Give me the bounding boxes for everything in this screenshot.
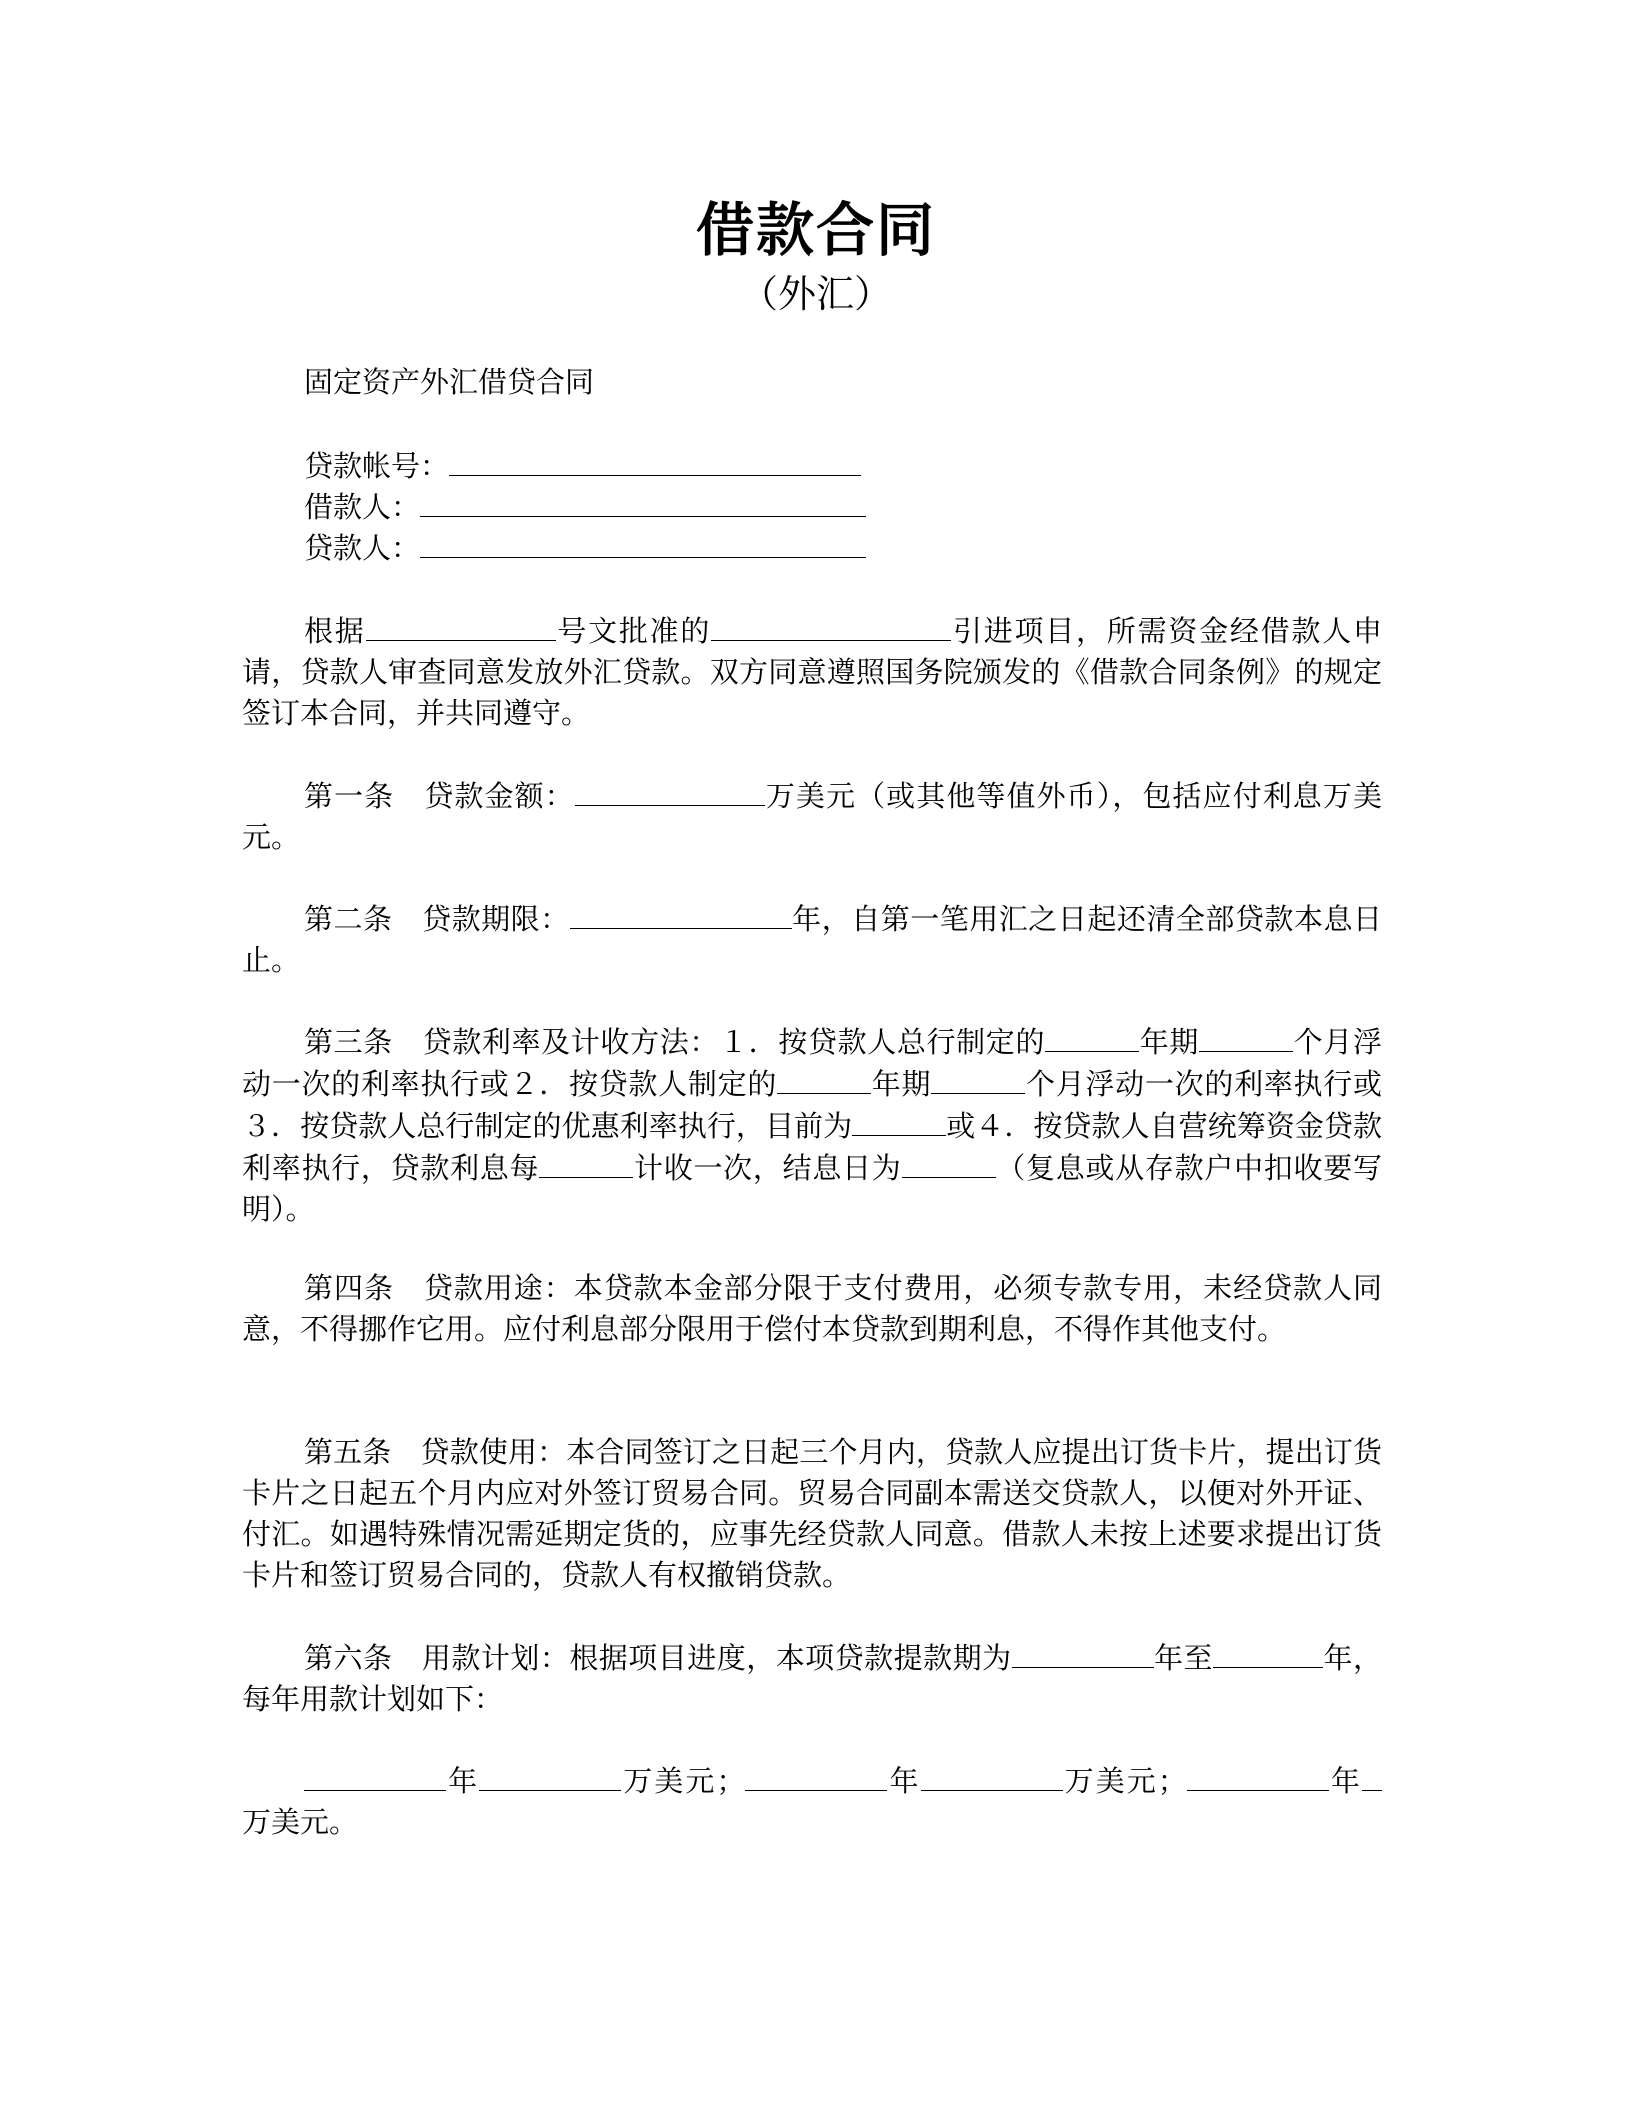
blank-loan-term[interactable] (570, 898, 792, 929)
article-3 (242, 1021, 1382, 1230)
field-lender (304, 527, 866, 569)
blank-rate-month-1[interactable] (1199, 1021, 1293, 1052)
blank-plan-amount-3[interactable] (1362, 1760, 1382, 1791)
article-3-text-2: 个月浮动一次的利率执行或２．按贷款人制定的 (242, 1025, 1382, 1101)
preamble-text-1: 根据 (304, 614, 366, 648)
preamble-paragraph (242, 610, 1382, 734)
article-1 (242, 775, 1382, 858)
plan-amount-label-2: 万美元； (1062, 1764, 1187, 1798)
article-3-heading: 第三条 贷款利率及计收方法：１．按贷款人总行制定的 (304, 1025, 1046, 1059)
contract-name: 固定资产外汇借贷合同 (304, 365, 595, 399)
plan-amount-label-1: 万美元； (621, 1764, 746, 1798)
article-6-text-1: 年至 (1153, 1641, 1214, 1675)
field-loan-account (304, 445, 861, 487)
article-3-text-5: 或４．按贷款人自营统筹资金贷款利率执行，贷款利息每 (242, 1109, 1382, 1185)
article-3-text-7: （复息或从存款户中扣收要写明）。 (242, 1151, 1382, 1226)
usage-plan (242, 1760, 1382, 1843)
document-title: 借款合同 (695, 196, 936, 264)
article-1-text-1: 万美元（或其他等值外币），包括应付利息 (764, 779, 1323, 813)
blank-rate-year-1[interactable] (1045, 1021, 1139, 1052)
article-3-text-1: 年期 (1139, 1025, 1200, 1059)
article-2-heading: 第二条 贷款期限： (304, 902, 570, 936)
article-2 (242, 898, 1382, 981)
article-6-heading: 第六条 用款计划：根据项目进度，本项贷款提款期为 (304, 1641, 1012, 1675)
field-label-lender: 贷款人： (304, 531, 421, 565)
blank-interest-period[interactable] (539, 1147, 633, 1178)
plan-year-label-1: 年 (446, 1764, 480, 1798)
blank-loan-amount[interactable] (575, 775, 765, 806)
blank-rate-year-2[interactable] (777, 1063, 871, 1094)
field-label-borrower: 借款人： (304, 490, 421, 524)
field-input-borrower[interactable] (420, 486, 866, 517)
plan-year-label-2: 年 (887, 1764, 921, 1798)
article-2-text-1: 年，自第一笔用汇之日起还清全部贷款本息日止。 (242, 902, 1382, 977)
blank-drawdown-start[interactable] (1012, 1637, 1154, 1668)
blank-plan-year-2[interactable] (745, 1760, 887, 1791)
article-3-text-3: 年期 (871, 1067, 932, 1101)
blank-document-number[interactable] (366, 610, 556, 641)
field-label-loan-account: 贷款帐号： (304, 449, 450, 483)
blank-drawdown-end[interactable] (1213, 1637, 1323, 1668)
blank-plan-amount-1[interactable] (479, 1760, 621, 1791)
article-6-text-2: 年，每年用款计划如下： (242, 1641, 1382, 1716)
article-3-text-6: 计收一次，结息日为 (633, 1151, 902, 1185)
blank-plan-year-3[interactable] (1187, 1760, 1329, 1791)
article-1-text-2: 万美元。 (242, 779, 1382, 854)
field-input-lender[interactable] (420, 527, 866, 558)
document-subtitle: （外汇） (739, 272, 892, 316)
plan-year-label-3: 年 (1328, 1764, 1362, 1798)
blank-current-rate[interactable] (852, 1105, 946, 1136)
article-1-heading: 第一条 贷款金额： (304, 779, 575, 813)
field-input-loan-account[interactable] (449, 445, 861, 476)
preamble-text-3: 引进项目，所需资金经借款人申请，贷款人审查同意发放外汇贷款。双方同意遵照国务院颁发的《借款合同条例》的规定签订本合同，并共同遵守。 (242, 614, 1382, 730)
blank-settlement-date[interactable] (902, 1147, 996, 1178)
blank-rate-month-2[interactable] (931, 1063, 1025, 1094)
preamble-text-2: 号文批准的 (555, 614, 712, 648)
blank-approved-by[interactable] (711, 610, 951, 641)
blank-plan-amount-2[interactable] (921, 1760, 1063, 1791)
article-3-text-4: 个月浮动一次的利率执行或３．按贷款人总行制定的优惠利率执行，目前为 (242, 1067, 1382, 1143)
blank-plan-year-1[interactable] (304, 1760, 446, 1791)
plan-amount-label-3: 万美元。 (242, 1805, 359, 1839)
article-4: 第四条 贷款用途：本贷款本金部分限于支付费用，必须专款专用，未经贷款人同意，不得挪作它用。应付利息部分限用于偿付本贷款到期利息，不得作其他支付。 (242, 1271, 1382, 1346)
article-5: 第五条 贷款使用：本合同签订之日起三个月内，贷款人应提出订货卡片，提出订货卡片之日起五个月内应对外签订贸易合同。贸易合同副本需送交贷款人，以便对外开证、付汇。如遇特殊情况需延期定货的，应事先经贷款人同意。借款人未按上述要求提出订货卡片和签订贸易合同的，贷款人有权撤销贷款。 (242, 1435, 1382, 1592)
article-6 (242, 1637, 1382, 1720)
field-borrower (304, 486, 866, 528)
